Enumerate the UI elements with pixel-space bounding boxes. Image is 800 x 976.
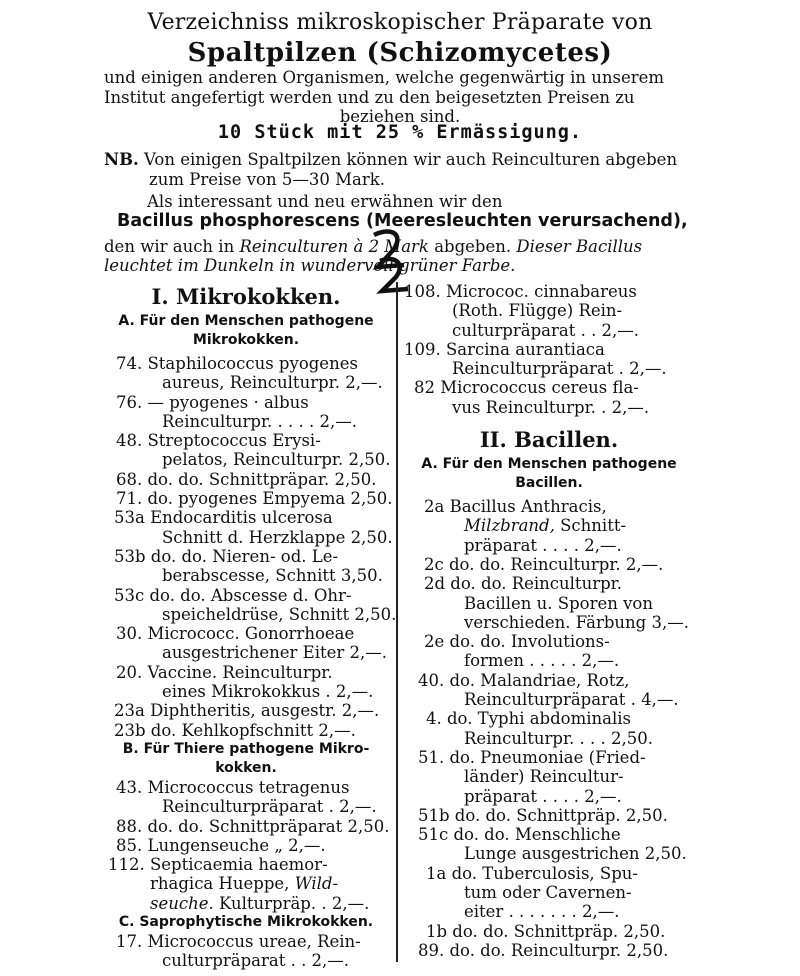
entry-40-line-1: 40. do. Malandriae, Rotz, (418, 670, 630, 690)
entry-53a-line-1: 53a Endocarditis ulcerosa (114, 508, 333, 528)
subsection-a (102, 312, 390, 350)
entry-2d-line-3: verschieden. Färbung 3,—. (464, 612, 689, 632)
left-column (102, 282, 397, 971)
entry-53c-line-2: speicheldrüse, Schnitt 2,50. (162, 604, 397, 624)
entry-4-line-2: Reinculturpr. . . . 2,50. (464, 728, 653, 748)
interest-line-4: leuchtet im Dunkeln in wundervoll grüner Farbe. (104, 256, 516, 275)
entry-2a-line-3: präparat . . . . 2,—. (464, 535, 622, 555)
page-subtitle: Spaltpilzen (Schizomycetes) (187, 38, 613, 68)
interest-text-d: Dieser Bacillus (516, 237, 643, 256)
list-item (404, 632, 694, 671)
entry-108-line-2: (Roth. Flügge) Rein- (452, 301, 623, 321)
list-item (102, 489, 393, 509)
subsection-b (102, 740, 390, 778)
list-item (404, 806, 694, 825)
entry-48-line-2: pelatos, Reinculturpr. 2,50. (162, 450, 391, 470)
nb-label: NB. (104, 150, 139, 169)
nb-line-2: zum Preise von 5—30 Mark. (149, 170, 385, 189)
entry-74-line-1: 74. Staphilococcus pyogenes (116, 354, 358, 373)
discount-notice: 10 Stück mit 25 % Ermässigung. (217, 122, 583, 143)
entry-2a-line-2 (404, 516, 694, 535)
interest-text-c: abgeben. (434, 237, 512, 256)
list-item (102, 547, 390, 586)
section-bacillen: II. Bacillen. (479, 427, 619, 453)
entry-53a-line-2: Schnitt d. Herzklappe 2,50. (162, 527, 393, 547)
intro-line-1: und einigen anderen Organismen, welche gegenwärtig in unserem (104, 68, 665, 87)
entry-23a: 23a Diphtheritis, ausgestr. 2,—. (114, 701, 380, 721)
list-item (102, 855, 390, 913)
subsection-b-line-2: kokken. (215, 759, 277, 776)
list-item (404, 497, 694, 555)
nb-line-1 (104, 150, 677, 169)
entry-85: 85. Lungenseuche „ 2,—. (116, 835, 326, 855)
list-item (102, 701, 390, 720)
entry-53b-line-1: 53b do. do. Nieren- od. Le- (114, 546, 339, 566)
entry-71: 71. do. pyogenes Empyema 2,50. (116, 489, 393, 509)
entry-30-line-2: ausgestrichener Eiter 2,—. (162, 643, 388, 663)
list-item (102, 721, 390, 740)
subsection-bacillen-a (404, 455, 694, 493)
entry-112-line-1: 112. Septicaemia haemor- (108, 855, 328, 875)
subsection-b-line-1: B. Für Thiere pathogene Mikro- (122, 740, 370, 757)
subsection-bacillen-a-line-1: A. Für den Menschen pathogene (421, 456, 677, 473)
entry-2d-line-1: 2d do. do. Reinculturpr. (424, 574, 622, 594)
entry-1a-line-3: eiter . . . . . . . 2,—. (464, 902, 620, 922)
entry-88: 88. do. do. Schnittpräparat 2,50. (116, 816, 390, 836)
entry-2c: 2c do. do. Reinculturpr. 2,—. (424, 554, 664, 574)
entry-76-line-2: Reinculturpr. . . . . 2,—. (162, 411, 357, 431)
entry-48-line-1: 48. Streptococcus Erysi- (116, 431, 321, 451)
entry-89: 89. do. do. Reinculturpr. 2,50. (418, 940, 669, 960)
entry-53b-line-2: berabscesse, Schnitt 3,50. (162, 566, 383, 586)
list-item (102, 624, 390, 663)
entry-40-line-2: Reinculturpräparat . 4,—. (464, 690, 679, 710)
list-item (404, 574, 694, 632)
subsection-a-line-2: Mikrokokken. (192, 332, 300, 348)
interest-text-a: den wir auch in (104, 237, 235, 256)
entry-112-line-3 (102, 894, 390, 913)
entry-112-text-c: seuche. (150, 893, 214, 913)
entry-17-line-2: culturpräparat . . 2,—. (162, 951, 350, 971)
section-mikrokokken: I. Mikrokokken. (151, 284, 341, 309)
entry-51-line-3: präparat . . . . 2,—. (464, 786, 622, 806)
list-item (102, 470, 390, 489)
list-item (404, 748, 694, 806)
bacillus-heading: Bacillus phosphorescens (Meeresleuchten verursachend), (117, 211, 688, 231)
entry-2a-line-1: 2a Bacillus Anthracis, (424, 497, 607, 517)
entry-43-line-1: 43. Micrococcus tetragenus (116, 777, 350, 797)
list-item (102, 393, 390, 432)
entry-108-line-3: culturpräparat . . 2,—. (452, 320, 640, 340)
entry-82-line-2: vus Reinculturpr. . 2,—. (452, 397, 650, 417)
entry-1a-line-1: 1a do. Tuberculosis, Spu- (426, 863, 638, 883)
list-item (102, 932, 390, 971)
entry-51b: 51b do. do. Schnittpräp. 2,50. (418, 805, 668, 825)
interest-line-1: Als interessant und neu erwähnen wir den (147, 192, 503, 211)
entry-23b: 23b do. Kehlkopfschnitt 2,—. (114, 720, 356, 740)
list-item (102, 836, 390, 855)
subsection-a-line-1: A. Für den Menschen pathogene (118, 313, 374, 329)
entry-112-text-d: Kulturpräp. . 2,—. (219, 893, 370, 913)
entry-76-line-1: 76. — pyogenes · albus (116, 392, 309, 412)
list-item (102, 354, 390, 393)
right-column (404, 282, 694, 960)
entry-82-line-1: 82 Micrococcus cereus fla- (414, 378, 639, 398)
entry-51-line-1: 51. do. Pneumoniae (Fried- (418, 747, 646, 767)
intro-line-2: Institut angefertigt werden und zu den beigesetzten Preisen zu (104, 88, 635, 107)
entry-112-text-b: Wild- (294, 874, 339, 894)
entry-17-line-1: 17. Micrococcus ureae, Rein- (116, 932, 361, 952)
entry-68: 68. do. do. Schnittpräpar. 2,50. (116, 469, 377, 489)
entry-1a-line-2: tum oder Cavernen- (464, 883, 632, 903)
entry-2d-line-2: Bacillen u. Sporen von (464, 593, 653, 613)
list-item (404, 922, 694, 941)
list-item (404, 555, 694, 574)
list-item (102, 663, 390, 702)
entry-51c-line-1: 51c do. do. Menschliche (418, 825, 621, 845)
list-item (404, 941, 694, 960)
subsection-c-line-1: C. Saprophytische Mikrokokken. (118, 914, 374, 931)
list-item (404, 378, 694, 417)
entry-2e-line-1: 2e do. do. Involutions- (424, 632, 610, 652)
entry-109-line-1: 109. Sarcina aurantiaca (404, 339, 605, 359)
list-item (404, 709, 694, 748)
entry-109-line-2: Reinculturpräparat . 2,—. (452, 359, 667, 379)
subsection-c (102, 913, 390, 932)
entry-43-line-2: Reinculturpräparat . 2,—. (162, 797, 377, 817)
list-item (404, 340, 694, 379)
entry-51-line-2: länder) Reincultur- (464, 767, 624, 787)
list-item (102, 508, 393, 547)
entry-30-line-1: 30. Micrococc. Gonorrhoeae (116, 624, 355, 644)
entry-51c-line-2: Lunge ausgestrichen 2,50. (464, 844, 687, 864)
intro-line-3: beziehen sind. (339, 107, 461, 126)
list-item (102, 817, 390, 836)
list-item (102, 778, 390, 817)
entry-74-line-2: aureus, Reinculturpr. 2,—. (162, 373, 383, 393)
list-item (404, 282, 694, 340)
interest-text-b: Reinculturen à 2 Mark (239, 237, 429, 256)
entry-2e-line-2: formen . . . . . 2,—. (464, 651, 620, 671)
entry-108-line-1: 108. Micrococ. cinnabareus (404, 282, 637, 301)
list-item (102, 431, 390, 470)
entry-20-line-1: 20. Vaccine. Reinculturpr. (116, 662, 333, 682)
list-item (404, 671, 694, 710)
entry-20-line-2: eines Mikrokokkus . 2,—. (162, 682, 374, 702)
entry-112-line-2 (102, 874, 390, 893)
page-title: Verzeichniss mikroskopischer Präparate von (147, 10, 653, 35)
list-item (404, 864, 694, 922)
entry-2a-text-a: Milzbrand, (464, 516, 555, 536)
entry-112-text-a: rhagica Hueppe, (150, 874, 290, 894)
subsection-bacillen-a-line-2: Bacillen. (515, 475, 583, 492)
entry-53c-line-1: 53c do. do. Abscesse d. Ohr- (114, 585, 352, 605)
list-item (404, 825, 694, 864)
entry-2a-text-b: Schnitt- (560, 516, 627, 536)
entry-4-line-1: 4. do. Typhi abdominalis (426, 709, 632, 729)
entry-1b: 1b do. do. Schnittpräp. 2,50. (426, 921, 666, 941)
list-item (102, 585, 397, 625)
nb-text-1: Von einigen Spaltpilzen können wir auch Reinculturen abgeben (144, 150, 678, 169)
